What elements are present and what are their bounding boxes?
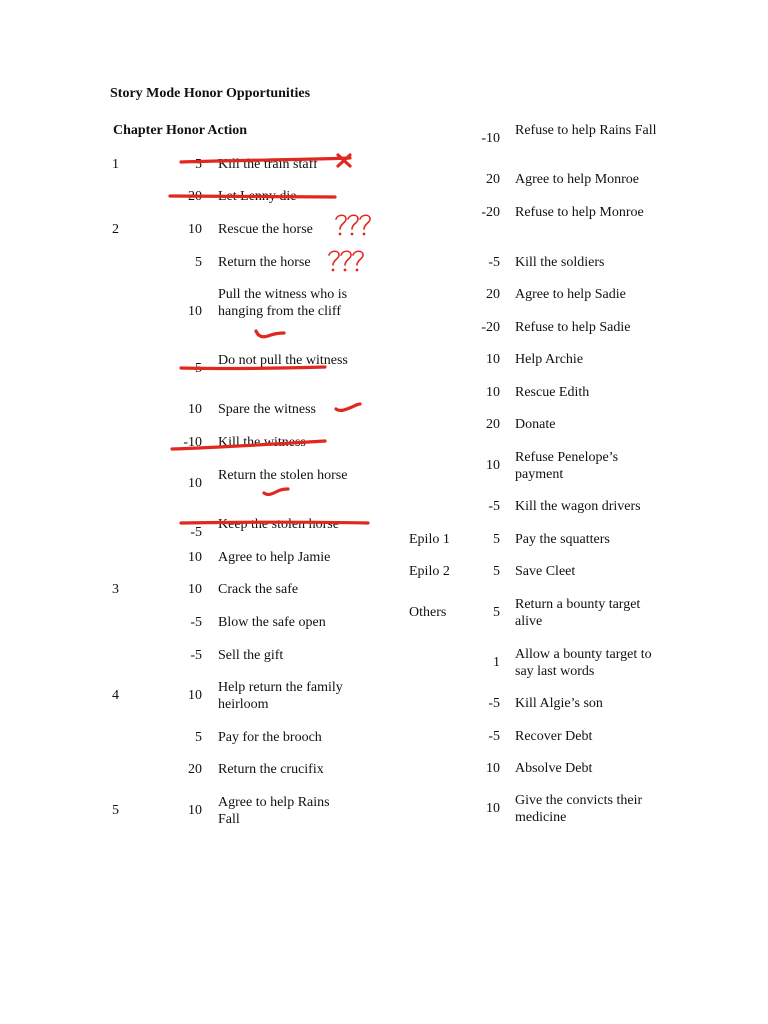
- action-text: Recover Debt: [515, 729, 593, 744]
- question-mark: [360, 215, 370, 229]
- honor-value: 10: [188, 402, 202, 417]
- action-text: Kill the train staff: [218, 157, 318, 172]
- honor-value: -5: [190, 615, 202, 630]
- honor-value: 20: [188, 762, 202, 777]
- chapter-number: Epilo 1: [409, 532, 450, 547]
- honor-value: 5: [493, 532, 500, 547]
- honor-value: -5: [190, 525, 202, 540]
- action-text: Refuse to help Rains Fall: [515, 123, 657, 138]
- chapter-number: 1: [112, 157, 119, 172]
- chapter-number: 5: [112, 803, 119, 818]
- honor-value: -20: [481, 205, 500, 220]
- check-mark: [256, 331, 284, 337]
- action-text: Pay the squatters: [515, 532, 610, 547]
- honor-value: 10: [188, 803, 202, 818]
- honor-value: 5: [195, 730, 202, 745]
- action-text: Return a bounty target alive: [515, 597, 641, 629]
- action-text: Save Cleet: [515, 564, 576, 579]
- action-text: Agree to help Monroe: [515, 172, 640, 187]
- honor-value: 5: [493, 564, 500, 579]
- honor-value: 5: [493, 605, 500, 620]
- page-title: Story Mode Honor Opportunities: [110, 86, 311, 101]
- action-text: Kill the witness: [218, 435, 306, 450]
- honor-value: 20: [486, 417, 500, 432]
- honor-value: -10: [183, 435, 202, 450]
- action-text: Absolve Debt: [515, 761, 593, 776]
- question-mark: [353, 251, 363, 265]
- column-header: Chapter Honor Action: [113, 123, 248, 138]
- action-text: Agree to help Jamie: [218, 550, 331, 565]
- action-text: Kill the wagon drivers: [515, 499, 641, 514]
- honor-value: -20: [183, 189, 202, 204]
- honor-value: 20: [486, 287, 500, 302]
- honor-value: 5: [195, 157, 202, 172]
- honor-value: -5: [190, 361, 202, 376]
- action-text: Agree to help Sadie: [515, 287, 626, 302]
- honor-value: -10: [481, 131, 500, 146]
- honor-value: 1: [493, 655, 500, 670]
- action-text: Crack the safe: [218, 582, 299, 597]
- honor-value: -5: [488, 729, 500, 744]
- action-text: Help return the family heirloom: [218, 680, 343, 712]
- action-text: Agree to help Rains Fall: [218, 795, 330, 827]
- action-text: Return the stolen horse: [218, 468, 348, 483]
- action-text: Keep the stolen horse: [218, 517, 339, 532]
- honor-value: 20: [486, 172, 500, 187]
- chapter-number: Others: [409, 605, 447, 620]
- honor-value: -5: [488, 696, 500, 711]
- honor-value: 5: [195, 255, 202, 270]
- honor-value: 10: [486, 385, 500, 400]
- action-text: Return the crucifix: [218, 762, 324, 777]
- honor-value: 10: [188, 304, 202, 319]
- honor-value: -5: [488, 499, 500, 514]
- chapter-number: 2: [112, 222, 119, 237]
- action-text: Refuse to help Monroe: [515, 205, 644, 220]
- chapter-number: 4: [112, 688, 119, 703]
- honor-value: 10: [486, 801, 500, 816]
- action-text: Pay for the brooch: [218, 730, 322, 745]
- action-text: Refuse to help Sadie: [515, 320, 631, 335]
- honor-value: 10: [188, 222, 202, 237]
- chapter-number: Epilo 2: [409, 564, 450, 579]
- action-text: Kill the soldiers: [515, 255, 605, 270]
- honor-value: -5: [488, 255, 500, 270]
- honor-value: 10: [188, 550, 202, 565]
- action-text: Pull the witness who is hanging from the cliff: [218, 287, 348, 319]
- check-mark: [264, 489, 288, 494]
- action-text: Give the convicts their medicine: [515, 793, 643, 825]
- action-text: Donate: [515, 417, 556, 432]
- honor-value: 10: [486, 458, 500, 473]
- action-text: Spare the witness: [218, 402, 316, 417]
- action-text: Allow a bounty target to say last words: [515, 647, 652, 679]
- honor-value: 10: [188, 688, 202, 703]
- honor-value: 10: [486, 761, 500, 776]
- action-text: Return the horse: [218, 255, 311, 270]
- action-text: Kill Algie’s son: [515, 696, 603, 711]
- honor-value: 10: [188, 476, 202, 491]
- action-text: Rescue the horse: [218, 222, 313, 237]
- action-text: Refuse Penelope’s payment: [515, 450, 619, 482]
- honor-value: -20: [481, 320, 500, 335]
- honor-value: 10: [188, 582, 202, 597]
- chapter-number: 3: [112, 582, 119, 597]
- honor-value: -5: [190, 648, 202, 663]
- action-text: Rescue Edith: [515, 385, 590, 400]
- action-text: Let Lenny die: [218, 189, 297, 204]
- action-text: Sell the gift: [218, 648, 284, 663]
- action-text: Help Archie: [515, 352, 584, 367]
- action-text: Blow the safe open: [218, 615, 326, 630]
- action-text: Do not pull the witness: [218, 353, 348, 368]
- honor-value: 10: [486, 352, 500, 367]
